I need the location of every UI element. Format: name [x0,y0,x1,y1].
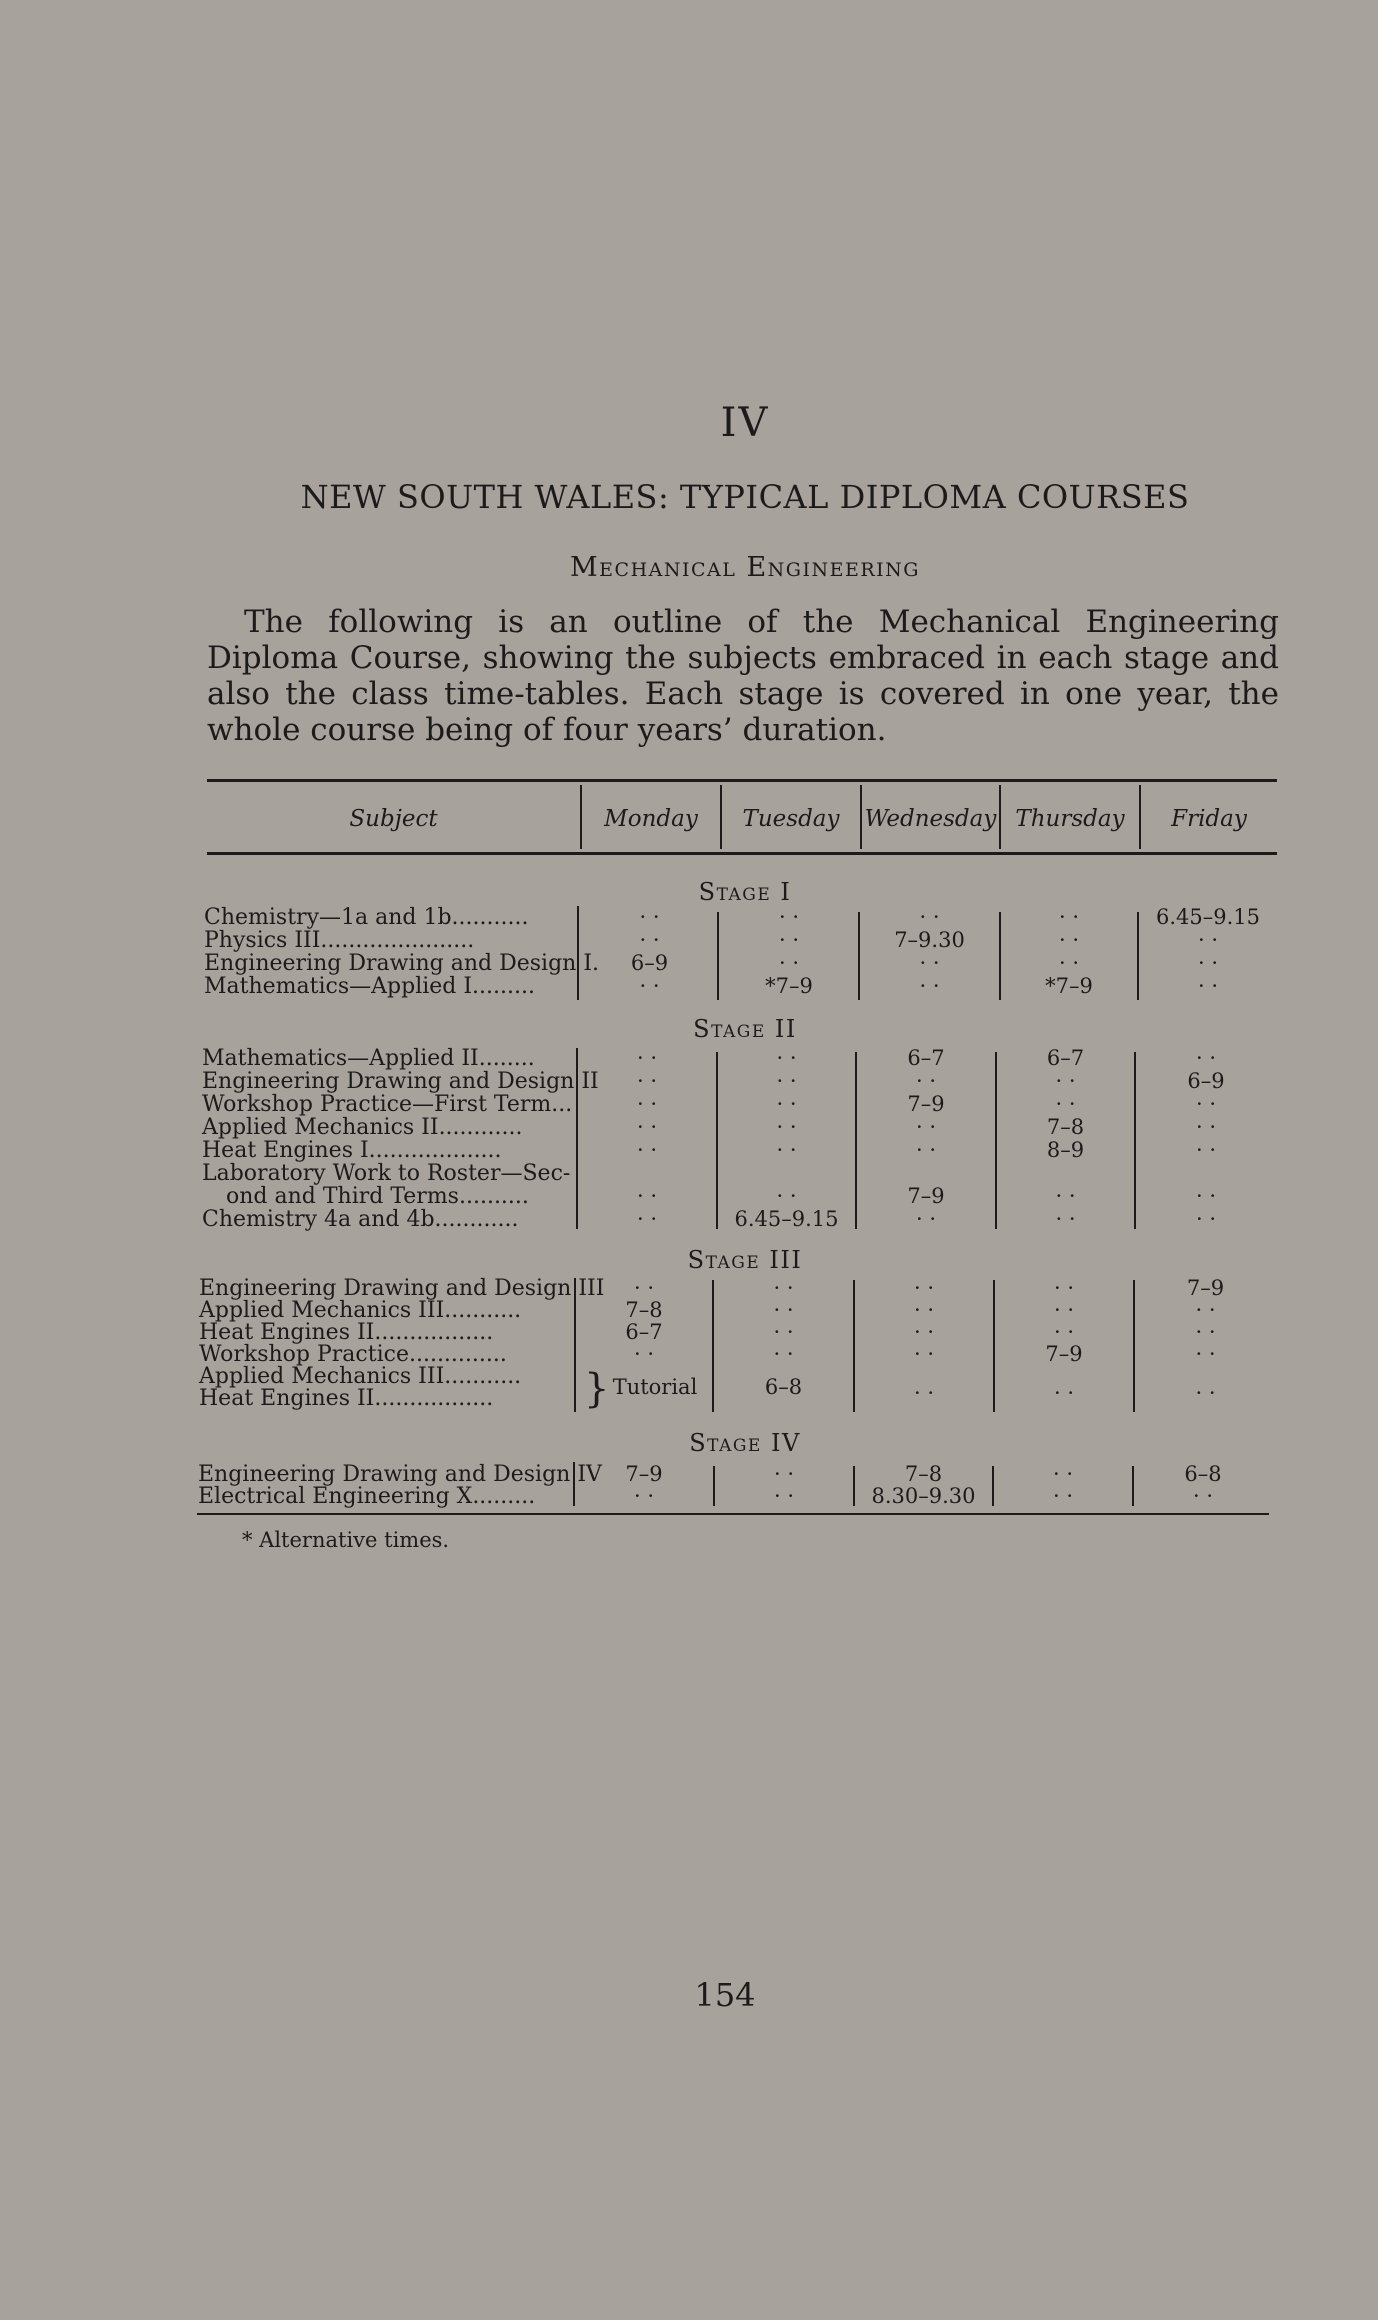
column-header-wednesday: Wednesday [864,806,997,832]
monday-cell: 6–9 [630,951,669,975]
wednesday-cell: 8.30–9.30 [871,1484,976,1508]
subject-label: Applied Mechanics III........... [199,1364,522,1389]
stage-heading: Stage IV [689,1429,801,1457]
subject-label: Heat Engines II................. [199,1320,494,1345]
thursday-cell: · · [1052,1462,1074,1486]
thursday-cell: · · [1055,1207,1076,1231]
column-header-monday: Monday [604,806,698,832]
page-title: NEW SOUTH WALES: TYPICAL DIPLOMA COURSES [300,478,1190,516]
friday-cell: · · [1195,1320,1216,1344]
monday-cell: · · [639,928,660,952]
tuesday-cell: · · [773,1484,795,1508]
thursday-cell: · · [1053,1276,1075,1300]
subject-label: ond and Third Terms.......... [226,1184,529,1209]
monday-cell: 7–9 [625,1462,663,1486]
monday-cell: · · [639,905,660,929]
thursday-cell: · · [1055,1092,1076,1116]
tuesday-cell: · · [773,1298,794,1322]
wednesday-cell: 7–8 [904,1462,943,1486]
friday-cell: · · [1197,928,1219,952]
subject-label: Mathematics—Applied I......... [204,974,535,999]
monday-cell: · · [636,1092,658,1116]
column-header-thursday: Thursday [1015,806,1125,832]
thursday-cell: · · [1058,951,1080,975]
column-header-tuesday: Tuesday [742,806,840,832]
tuesday-cell: · · [776,1069,797,1093]
column-header-subject: Subject [349,806,438,832]
friday-cell: · · [1195,1342,1216,1366]
stage-heading: Stage III [687,1246,803,1274]
thursday-cell: · · [1055,1184,1076,1208]
stage-heading: Stage I [698,878,792,906]
subject-label: Applied Mechanics II............ [202,1115,523,1140]
wednesday-cell: · · [915,1138,937,1162]
thursday-cell: · · [1052,1484,1074,1508]
table-bottom-rule [197,1513,1269,1515]
monday-cell: · · [636,1046,658,1070]
monday-cell: · · [639,974,660,998]
tuesday-cell: *7–9 [765,974,813,998]
monday-cell: · · [636,1115,658,1139]
wednesday-cell: · · [915,1207,937,1231]
friday-cell: · · [1195,1115,1217,1139]
subject-label: Electrical Engineering X......... [198,1484,536,1509]
tutorial-label: Tutorial [612,1375,698,1399]
thursday-cell: · · [1058,905,1080,929]
thursday-cell: · · [1053,1320,1075,1344]
monday-cell: · · [633,1276,655,1300]
subject-label: Engineering Drawing and Design II [202,1069,599,1094]
monday-cell: · · [636,1138,658,1162]
tuesday-cell: · · [776,1092,797,1116]
monday-cell: · · [636,1207,658,1231]
subject-label: Heat Engines I................... [202,1138,502,1163]
tuesday-cell: 6.45–9.15 [734,1207,839,1231]
wednesday-cell: · · [913,1320,935,1344]
table-top-rule [207,779,1277,782]
wednesday-cell: · · [915,1115,937,1139]
wednesday-cell: 7–9 [907,1092,945,1116]
friday-cell: · · [1195,1298,1216,1322]
brace-symbol: } [584,1366,610,1412]
thursday-cell: · · [1055,1069,1076,1093]
wednesday-cell: · · [913,1298,935,1322]
friday-cell: · · [1197,951,1219,975]
tuesday-cell: · · [776,1046,797,1070]
intro-paragraph: The following is an outline of the Mechanical Engineering Diploma Course, showing the subjects embraced in each stage and also the class time-tables. Each stage is covered in one year, the whole course being of four years’ duration. [207,604,1279,748]
tuesday-cell: · · [773,1342,794,1366]
friday-cell: 6.45–9.15 [1155,905,1260,929]
friday-cell: 7–9 [1186,1276,1225,1300]
subject-label: Workshop Practice.............. [199,1342,507,1367]
tuesday-cell: · · [773,1462,795,1486]
wednesday-cell: 6–7 [907,1046,945,1070]
wednesday-cell: 7–9.30 [894,928,965,952]
tuesday-cell: · · [776,1115,797,1139]
friday-cell: · · [1195,1381,1216,1405]
wednesday-cell: · · [915,1069,937,1093]
thursday-cell: 7–8 [1046,1115,1085,1139]
tuesday-cell: · · [776,1138,797,1162]
subject-label: Heat Engines II................. [199,1386,494,1411]
monday-cell: 7–8 [625,1298,663,1322]
monday-cell: · · [636,1069,658,1093]
friday-cell: · · [1195,1138,1217,1162]
subject-label: Engineering Drawing and Design III [199,1276,605,1301]
friday-cell: · · [1195,1184,1217,1208]
wednesday-cell: · · [913,1276,935,1300]
footnote: * Alternative times. [242,1528,450,1552]
column-divider [717,912,719,1000]
section-title: Mechanical Engineering [570,552,920,583]
tuesday-cell: · · [778,928,800,952]
wednesday-cell: · · [919,905,940,929]
friday-cell: 6–8 [1184,1462,1222,1486]
subject-label: Physics III...................... [204,928,475,953]
thursday-cell: *7–9 [1045,974,1093,998]
page-number: 154 [694,1976,756,2014]
tuesday-cell: · · [773,1276,794,1300]
subject-label: Applied Mechanics III........... [199,1298,522,1323]
subject-label: Chemistry—1a and 1b........... [204,905,529,930]
friday-cell: · · [1195,1207,1217,1231]
chapter-number: IV [720,400,770,446]
thursday-cell: 7–9 [1045,1342,1083,1366]
friday-cell: 6–9 [1187,1069,1225,1093]
friday-cell: · · [1197,974,1219,998]
monday-cell: · · [636,1184,658,1208]
tuesday-cell: · · [778,905,800,929]
wednesday-cell: · · [913,1342,935,1366]
wednesday-cell: 7–9 [907,1184,945,1208]
subject-label: Engineering Drawing and Design IV [198,1462,602,1487]
subject-label: Laboratory Work to Roster—Sec- [202,1161,571,1186]
wednesday-cell: · · [919,974,940,998]
tuesday-cell: 6–8 [764,1375,803,1399]
friday-cell: · · [1195,1092,1217,1116]
subject-label: Mathematics—Applied II........ [202,1046,535,1071]
tuesday-cell: · · [776,1184,797,1208]
subject-label: Chemistry 4a and 4b............ [202,1207,519,1232]
wednesday-cell: · · [913,1381,935,1405]
monday-cell: · · [633,1342,655,1366]
thursday-cell: · · [1058,928,1080,952]
stage-heading: Stage II [693,1015,797,1043]
monday-cell: · · [633,1484,655,1508]
friday-cell: · · [1192,1484,1214,1508]
thursday-cell: 8–9 [1046,1138,1085,1162]
friday-cell: · · [1195,1046,1217,1070]
subject-label: Workshop Practice—First Term... [202,1092,573,1117]
wednesday-cell: · · [919,951,940,975]
subject-label: Engineering Drawing and Design I. [204,951,600,976]
monday-cell: 6–7 [625,1320,663,1344]
thursday-cell: 6–7 [1046,1046,1085,1070]
tuesday-cell: · · [773,1320,794,1344]
tuesday-cell: · · [778,951,800,975]
thursday-cell: · · [1053,1381,1075,1405]
header-bottom-rule [207,852,1277,855]
thursday-cell: · · [1053,1298,1075,1322]
column-header-friday: Friday [1171,806,1247,832]
